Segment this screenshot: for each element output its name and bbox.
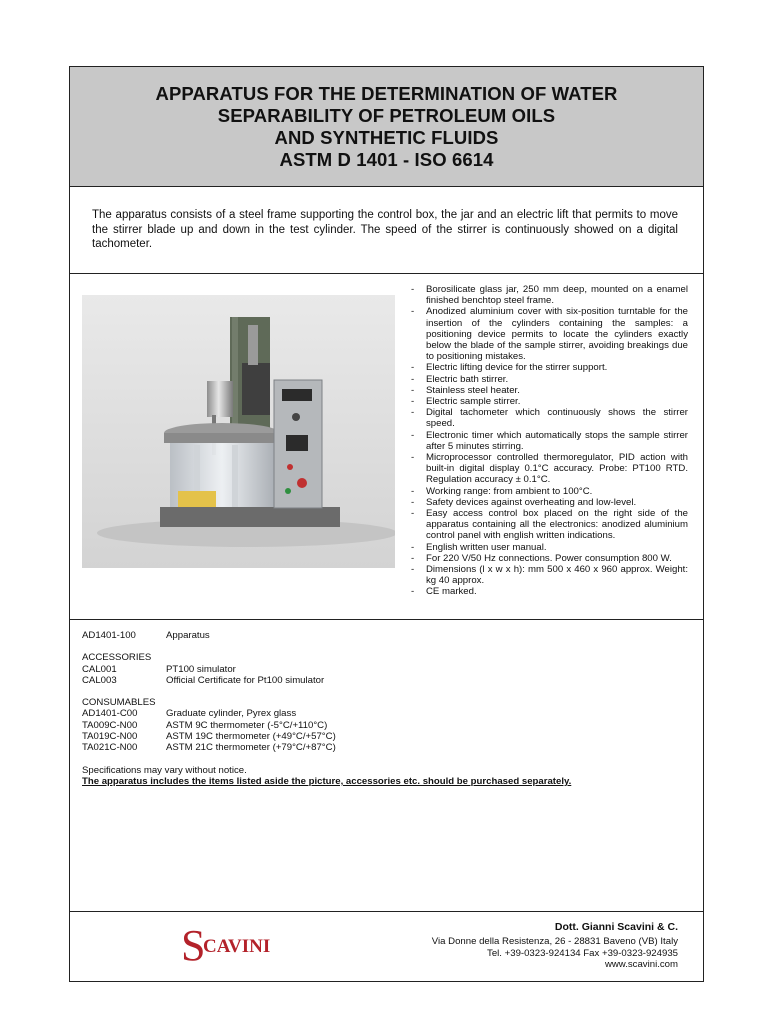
item-desc: Apparatus [166,630,210,641]
item-desc: Graduate cylinder, Pyrex glass [166,708,297,720]
list-item: - Anodized aluminium cover with six-position turntable for the insertion of the cylinders containing the samples: a positioning device permits to locate the cylinders exactly below the blade of the sample stirrer, avoiding breakings due to positioning mistakes. [411,306,688,362]
table-row [82,675,682,686]
item-code: TA021C-N00 [82,742,138,754]
item-desc: PT100 simulator [166,663,236,675]
title-line-3: AND SYNTHETIC FLUIDS [274,127,499,148]
consumables-heading: CONSUMABLES [82,697,156,709]
list-item: - Electric bath stirrer. [411,374,688,385]
list-item: - Working range: from ambient to 100°C. [411,486,688,497]
scavini-logo [179,920,277,970]
logo-text: CAVINI [203,936,271,957]
list-item: - Electric lifting device for the stirrer support. [411,362,688,373]
item-code: TA009C-N00 [82,719,138,731]
list-item: - Easy access control box placed on the right side of the apparatus containing all the electronics: anodized aluminium control panel with english written indications. [411,508,688,542]
divider [70,273,703,274]
item-code: TA019C-N00 [82,731,138,743]
list-item: - For 220 V/50 Hz connections. Power consumption 800 W. [411,553,688,564]
item-desc: ASTM 19C thermometer (+49°C/+57°C) [166,731,336,743]
item-code: AD1401-100 [82,630,136,641]
logo-initial: S [181,921,206,970]
apparatus-photo [82,295,395,568]
included-note: The apparatus includes the items listed aside the picture, accessories etc. should be purchased separately. [82,775,572,787]
list-item: - Dimensions (l x w x h): mm 500 x 460 x 960 approx. Weight: kg 40 approx. [411,564,688,586]
table-row [82,664,682,675]
divider [70,619,703,620]
list-item: - English written user manual. [411,542,688,553]
company-phone: Tel. +39-0323-924134 Fax +39-0323-924935 [487,947,678,959]
intro-paragraph: The apparatus consists of a steel frame supporting the control box, the jar and an electric lift that permits to move the stirrer blade up and down in the test cylinder. The speed of the stirrer is continuously showed on a digital tachometer. [92,209,678,250]
list-item: - CE marked. [411,586,688,597]
table-row [82,742,682,753]
table-row [82,731,682,742]
company-address: Via Donne della Resistenza, 26 - 28831 Baveno (VB) Italy [431,936,678,948]
title-banner [70,67,703,187]
table-row [82,708,682,719]
title-line-2: SEPARABILITY OF PETROLEUM OILS [217,105,556,126]
list-item: - Digital tachometer which continuously shows the stirrer speed. [411,407,688,429]
item-desc: Official Certificate for Pt100 simulator [166,674,325,686]
divider [70,911,703,912]
feature-list [411,284,688,598]
list-item: - Electric sample stirrer. [411,396,688,407]
company-name: Dott. Gianni Scavini & C. [554,921,678,933]
ordering-info [82,630,682,787]
item-desc: ASTM 21C thermometer (+79°C/+87°C) [166,742,336,754]
item-desc: ASTM 9C thermometer (-5°C/+110°C) [166,719,328,731]
title-line-4: ASTM D 1401 - ISO 6614 [279,149,494,170]
table-row [82,720,682,731]
company-website[interactable]: www.scavini.com [604,958,678,970]
apparatus-row [82,630,682,641]
list-item: - Borosilicate glass jar, 250 mm deep, mounted on a enamel finished benchtop steel frame. [411,284,688,306]
item-code: AD1401-C00 [82,708,138,720]
spec-note: Specifications may vary without notice. [82,764,247,776]
title-line-1: APPARATUS FOR THE DETERMINATION OF WATER [155,83,618,104]
list-item: - Stainless steel heater. [411,385,688,396]
item-code: CAL001 [82,663,117,675]
datasheet-frame [69,66,704,982]
list-item: - Microprocessor controlled thermoregulator, PID action with built-in digital display 0.1°C accuracy. Probe: PT100 RTD. Regulation accuracy ± 0.1°C. [411,452,688,486]
list-item: - Safety devices against overheating and low-level. [411,497,688,508]
company-info [432,922,678,970]
list-item: - Electronic timer which automatically stops the sample stirrer after 5 minutes stirring. [411,430,688,452]
accessories-heading: ACCESSORIES [82,652,152,664]
item-code: CAL003 [82,674,117,686]
